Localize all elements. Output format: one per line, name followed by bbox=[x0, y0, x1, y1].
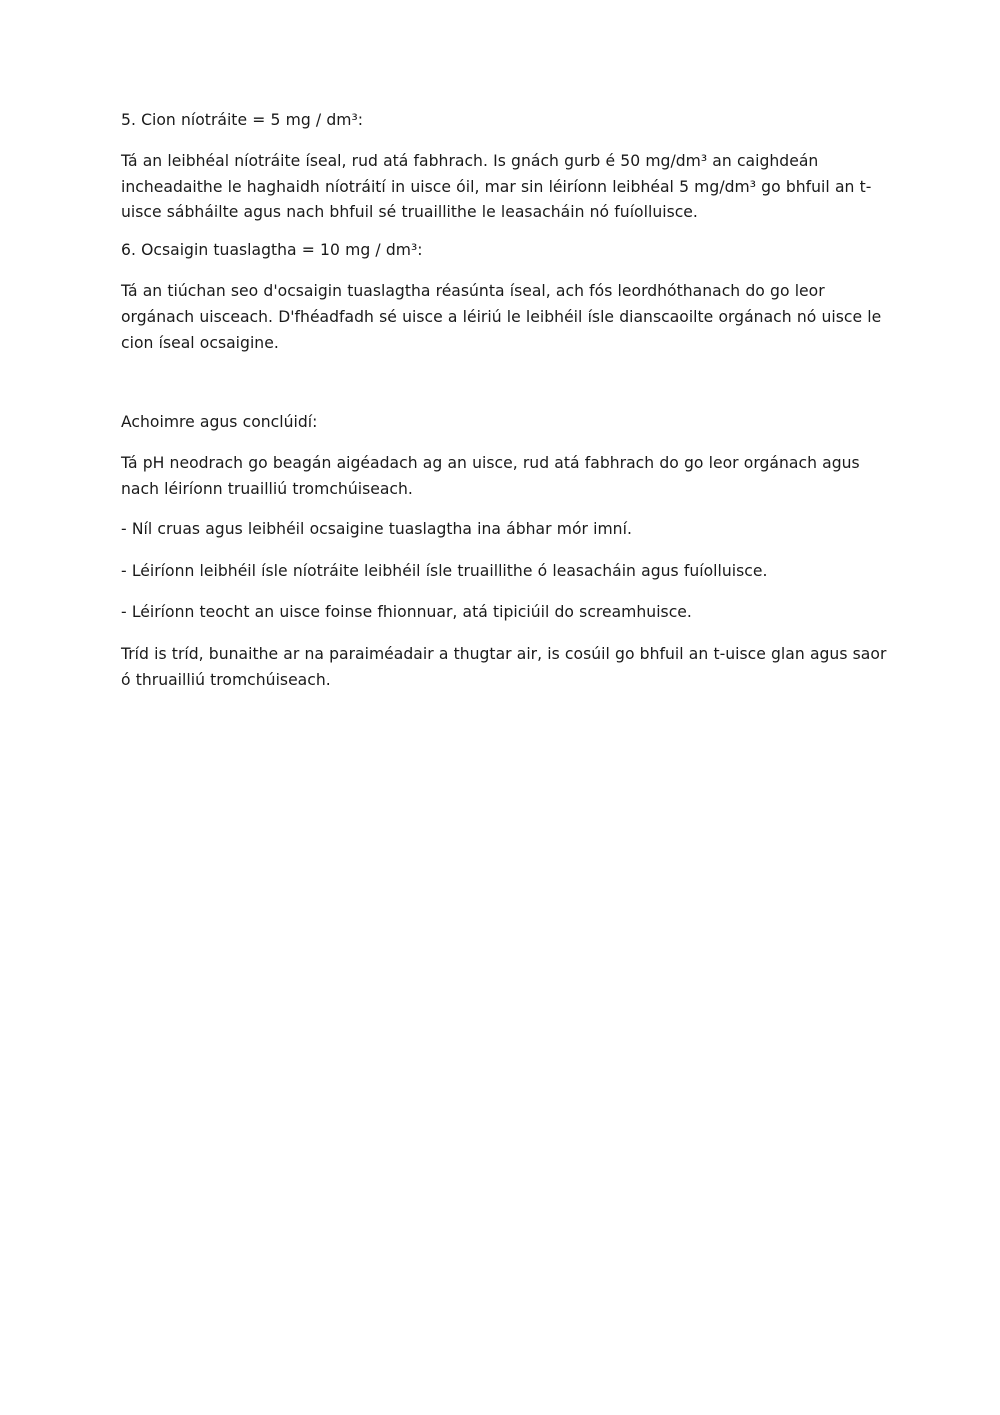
conclusion-bullet-3: - Léiríonn teocht an uisce foinse fhionnuar, atá tipiciúil do screamhuisce. bbox=[121, 603, 692, 622]
conclusion-bullet-1: - Níl cruas agus leibhéil ocsaigine tuaslagtha ina ábhar mór imní. bbox=[121, 519, 632, 538]
parameter-5-description: Tá an leibhéal níotráite íseal, rud atá fabhrach. Is gnách gurb é 50 mg/dm³ an caighdeán incheadaithe le haghaidh níotráití in uisce óil, mar sin léiríonn leibhéal 5 mg/dm³ go bhfuil an t-uisce sábháilte agus nach bhfuil sé truaillithe le leasacháin nó fuíolluisce. bbox=[121, 151, 872, 222]
parameter-5-heading: 5. Cion níotráite = 5 mg / dm³: bbox=[121, 111, 364, 129]
summary-section-title: Achoimre agus conclúidí: bbox=[121, 413, 318, 432]
summary-paragraph: Tá pH neodrach go beagán aigéadach ag an uisce, rud atá fabhrach do go leor orgánach agus nach léiríonn truailliú tromchúiseach. bbox=[121, 454, 860, 498]
parameter-6-heading: 6. Ocsaigin tuaslagtha = 10 mg / dm³: bbox=[121, 241, 423, 260]
document-body bbox=[121, 108, 887, 706]
conclusion-bullet-2: - Léiríonn leibhéil ísle níotráite leibhéil ísle truaillithe ó leasacháin agus fuíolluisce. bbox=[121, 561, 768, 580]
parameter-6-description: Tá an tiúchan seo d'ocsaigin tuaslagtha réasúnta íseal, ach fós leordhóthanach do go leor orgánach uisceach. D'fhéadfadh sé uisce a léiriú le leibhéil ísle dianscaoilte orgánach nó uisce le cion íseal ocsaigine. bbox=[121, 281, 882, 352]
final-conclusion-paragraph: Tríd is tríd, bunaithe ar na paraiméadair a thugtar air, is cosúil go bhfuil an t-uisce glan agus saor ó thruailliú tromchúiseach. bbox=[121, 645, 887, 689]
section-spacer bbox=[121, 368, 887, 410]
